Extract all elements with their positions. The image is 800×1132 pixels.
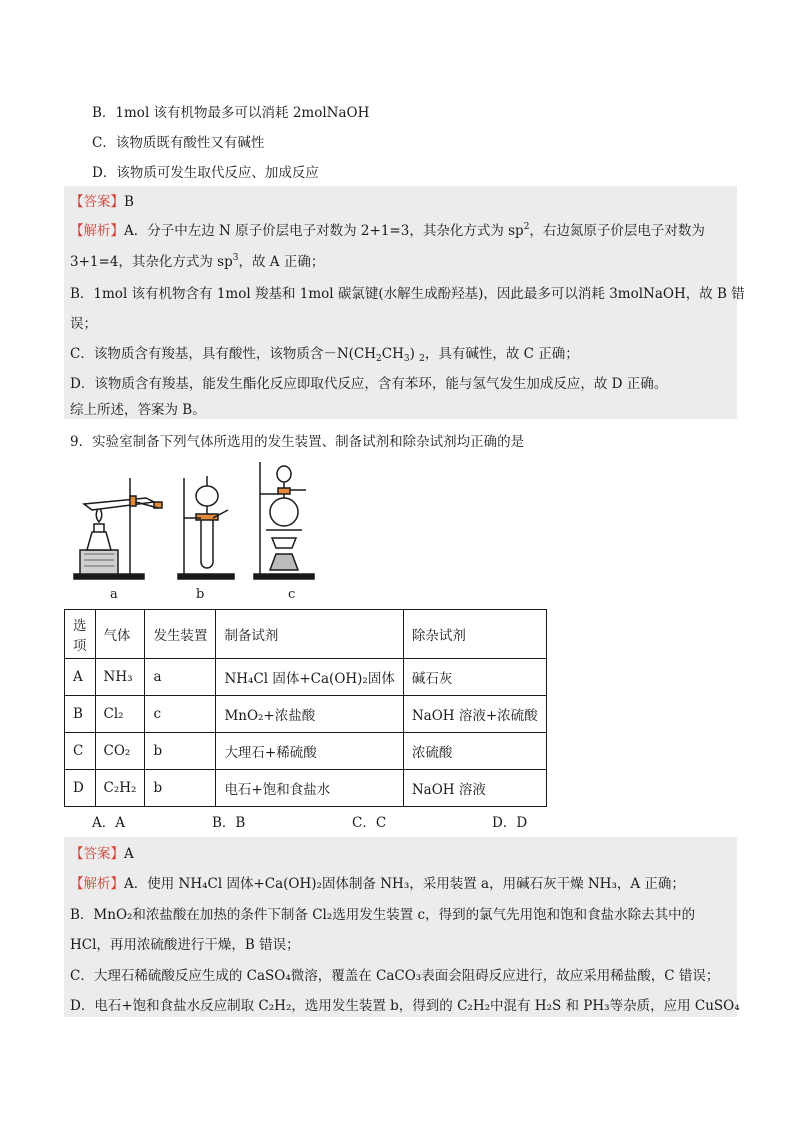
choice-b: B．B <box>212 815 246 831</box>
choice-d: D．D <box>492 815 528 831</box>
q8-option-c: C．该物质既有酸性又有碱性 <box>92 135 265 151</box>
table-row: B Cl₂ c MnO₂+浓盐酸 NaOH 溶液+浓硫酸 <box>65 696 547 733</box>
options-table <box>64 609 547 807</box>
q9-analysis-line-5: D．电石+饱和食盐水反应制取 C₂H₂，选用发生装置 b，得到的 C₂H₂中混有 H₂S 和 PH₃等杂质，应用 CuSO₄ <box>70 998 740 1014</box>
choice-c: C．C <box>352 815 387 831</box>
apparatus-label-b: b <box>196 587 205 602</box>
q9-analysis-line-3: HCl，再用浓硫酸进行干燥，B 错误； <box>70 937 300 953</box>
analysis-tag: 【解析】 <box>70 223 124 239</box>
apparatus-label-a: a <box>110 587 118 602</box>
q9-analysis-line-1: 【解析】A．使用 NH₄Cl 固体+Ca(OH)₂固体制备 NH₃，采用装置 a，用碱石灰干燥 NH₃，A 正确； <box>70 876 685 892</box>
q8-option-b: B．1mol 该有机物最多可以消耗 2molNaOH <box>92 105 370 121</box>
q9-stem: 9．实验室制备下列气体所选用的发生装置、制备试剂和除杂试剂均正确的是 <box>70 434 525 450</box>
apparatus-c <box>254 462 314 579</box>
q9-analysis-line-4: C．大理石稀硫酸反应生成的 CaSO₄微溶，覆盖在 CaCO₃表面会阻碍反应进行，故应采用稀盐酸，C 错误； <box>70 968 720 984</box>
q8-summary: 综上所述，答案为 B。 <box>70 402 206 418</box>
table-header-row <box>65 610 547 659</box>
analysis-tag: 【解析】 <box>70 876 124 892</box>
apparatus-figure <box>70 458 330 588</box>
q9-answer <box>70 842 134 862</box>
q8-analysis-line-5: C．该物质含有羧基，具有酸性，该物质含$-N(CH_2CH_3)$ $_2$，具有碱性，故 C 正确； <box>70 346 579 364</box>
q8-analysis-line-2: 3+1=4，其杂化方式为 $sp^3$，故 A 正确； <box>70 253 325 270</box>
q9-answer-block <box>64 837 737 1017</box>
answer-tag: 【答案】 <box>70 846 124 862</box>
table-row: A NH₃ a NH₄Cl 固体+Ca(OH)₂固体 碱石灰 <box>65 659 547 696</box>
header-device: 发生装置 <box>145 610 216 659</box>
apparatus-label-c: c <box>288 587 296 602</box>
q8-analysis-line-4: 误； <box>70 316 97 332</box>
apparatus-a <box>74 478 162 579</box>
header-reagent: 制备试剂 <box>216 610 403 659</box>
choice-a: A．A <box>92 815 125 831</box>
table-row: C CO₂ b 大理石+稀硫酸 浓硫酸 <box>65 733 547 770</box>
q8-analysis-line-1: 【解析】A．分子中左边 N 原子价层电子对数为 2+1=3，其杂化方式为 $sp^2$，右边氮原子价层电子对数为 <box>70 222 705 239</box>
q8-option-d: D．该物质可发生取代反应、加成反应 <box>92 165 319 181</box>
answer-tag: 【答案】 <box>70 194 124 210</box>
header-gas: 气体 <box>95 610 145 659</box>
q8-answer <box>70 190 134 210</box>
q9-analysis-line-2: B．MnO₂和浓盐酸在加热的条件下制备 Cl₂选用发生装置 c，得到的氯气先用饱和饱和食盐水除去其中的 <box>70 907 696 923</box>
header-option: 选 项 <box>65 610 96 659</box>
table-row: D C₂H₂ b 电石+饱和食盐水 NaOH 溶液 <box>65 770 547 807</box>
q8-analysis-line-6: D．该物质含有羧基，能发生酯化反应即取代反应，含有苯环，能与氢气发生加成反应，故 D 正确。 <box>70 376 668 392</box>
apparatus-b <box>178 476 234 579</box>
answer-value: A <box>124 846 134 862</box>
answer-value: B <box>124 194 134 210</box>
q8-analysis-line-3: B．1mol 该有机物含有 1mol 羧基和 1mol 碳氯键(水解生成酚羟基)，因此最多可以消耗 3molNaOH，故 B 错 <box>70 286 745 302</box>
header-purify: 除杂试剂 <box>403 610 546 659</box>
